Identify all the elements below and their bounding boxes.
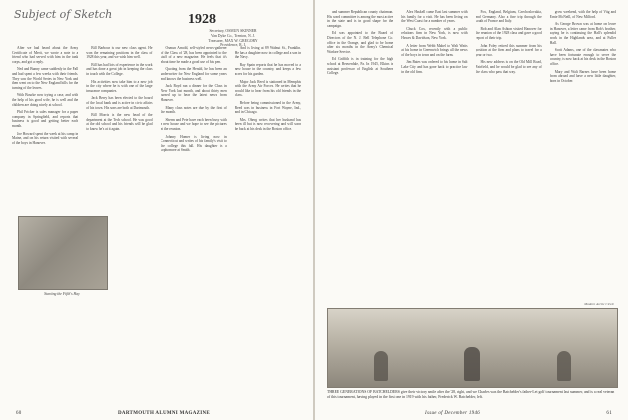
paragraph: His new address is on the Old Mill Road, Fairfield, and he would be glad to see any of the class who pass that way. (475, 60, 542, 74)
paragraph: Quoting from the Herald, he has been an underwriter for New England for some years and knows the business well. (160, 67, 227, 81)
issue-label: Issue of December 1946 (425, 411, 481, 416)
text-column (161, 46, 227, 402)
person-figure (557, 351, 571, 381)
paragraph: Mary and Walt Barnes have been home from abroad and have a new little daughter, born in October. (549, 69, 616, 83)
paragraph: Ed Griffith is in training for the high school at Beaverdale, Pa. In 1945, Elkins is assistant professor of English at Southern College. (327, 57, 394, 76)
paragraph: With Bourke now trying a case, and with the help of his good wife, he is well and the children are doing nicely at school. (12, 93, 79, 107)
person-figure (374, 351, 388, 381)
paragraph: His activities now take him to a new job in the city where he is with one of the large insurance companies. (86, 79, 153, 93)
photo-caption: THREE GENERATIONS OF BATCHELDERS give their victory smile after the '28, right, and we Charles was the Batchelder's father-Let golf tournament last summer, and is a real veteran of this tournament, having played in the first one in 1919 with his father, Frederick W. Batchelder, left. (327, 390, 615, 399)
text-column (327, 10, 393, 302)
right-page (315, 0, 628, 420)
golfers-photo (327, 308, 618, 388)
secretary-line: Secretary, OSMUN SKINNER (209, 29, 257, 33)
treasurer-address: Providence, R. I. (220, 43, 246, 48)
paragraph: A letter from Webb Mabel to Walt Watts at his home in Greenwich brings all the news of the boys in town and on the farm. (401, 43, 468, 57)
paragraph: John Foley retired this summer from his position at the firm and plans to travel for a year or two. (475, 43, 542, 57)
paragraph: Phil Fricker is sales manager for a paper company in Springfield, and reports that business is good and getting better each month. (12, 110, 79, 128)
text-column (476, 10, 542, 302)
paragraph: After we had heard about the Army Certificate of Merit, we wrote a note to a friend who had served with him in the tank corps, and got a reply. (12, 46, 79, 64)
sketch-photo (18, 216, 108, 290)
paragraph: Jim Bates was ordered to his home in Salt Lake City and has gone back to practice law in the old firm. (401, 60, 468, 74)
paragraph: Major Jack Reed is stationed in Memphis with the Army Air Forces. He writes that he would like to hear from his old friends in the class. (234, 79, 301, 98)
text-column (235, 46, 301, 402)
paragraph: Bill Morris is the new head of the department at the Tech school. He was good at the old school and his friends will be glad to know he's at it again. (86, 113, 153, 131)
paragraph: As George Brown was at home on leave in Hanover, a letter came from Bob's brother, saying he is continuing the Hall's splendid work in the Highlands area, and at Fuller Hall. (549, 22, 616, 45)
paragraph: Bob and Alan Ashton visited Hanover for the reunion of the 1928 class and gave a good report of their trip. (475, 26, 542, 40)
magazine-title: DARTMOUTH ALUMNI MAGAZINE (118, 411, 211, 416)
paragraph: Fox, England, Belgium, Czechoslovakia, and Germany. Also a fine trip through the south of France and Italy. (475, 10, 542, 24)
paragraph: Joe Howard spent the week at his camp in Maine, and on his return visited with several of the boys in Hanover. (12, 131, 79, 145)
inset-photo (18, 216, 106, 297)
photo-figures (336, 341, 609, 381)
paragraph: Ray Spain reports that he has moved to a new house in the country, and keeps a few acres for his garden. (234, 62, 301, 76)
photo-caption: Starting the Fifth's Hay (44, 292, 80, 296)
paragraph: and summer Republican county chairman. His ward committee is among the most active in the state and is in good shape for the campaign. (327, 10, 394, 28)
paragraph: And is living at 89 Walnut St., Franklin. He has a daughter now in college and a son in the Navy. (234, 46, 301, 60)
paragraph: Ned and Bunny came suddenly in the Fall and had spent a few weeks with their friends. They saw the World Series in New York and then went on to the New England hills for the turning of the leaves. (12, 67, 79, 90)
paragraph: Ed was appointed to the Board of Directors of the N. J. Bell Telephone Co. office in the Orange, and glad to be home after six months in the Army's Chemical Warfare Service. (327, 31, 394, 54)
page-number-left: 60 (16, 411, 22, 416)
paragraph: Jack Berry has been elected to the board of the local bank and is active in civic affairs of his town. His sons are both at Dartmouth. (86, 96, 153, 110)
paragraph: Chuck Cox, recently with a public relations firm in New York, is now with Hawes & Davidson, New York. (401, 26, 468, 40)
paragraph: Scott Adams, one of the classmates who have been fortunate enough to serve the country, is now back at his desk in the Boston office. (549, 48, 616, 66)
paragraph: Bill Barbour is our new class agent. He won the remaining positions in the class of 1928 this year, and we wish him well. (86, 46, 153, 60)
text-column (401, 10, 467, 302)
left-page (0, 0, 313, 420)
paragraph: grow weekend, with the help of Vitg and Ernie McNeill, of New Milford. (549, 10, 616, 19)
right-columns (327, 10, 616, 302)
paragraph: Sherm and Pete have each been busy with a new house and we hope to see the pictures at the reunion. (160, 117, 227, 131)
text-column (550, 10, 616, 302)
paragraph: Mrs. Oberg writes that her husband has been ill but is now recovering and will soon be back at his desk in the Boston office. (234, 117, 301, 131)
class-year-heading: 1928 (188, 12, 216, 27)
page-number-right: 61 (606, 411, 612, 416)
section-title: Subject of Sketch (14, 8, 113, 21)
photo-credit: Modern Arctic Circle (584, 302, 614, 306)
paragraph: Before being commissioned in the Army, Reed was in business in Fort Wayne, Ind., and in Chicago. (234, 100, 301, 115)
paragraph: Johnny Homer is living now in Connecticut and writes of his family's visit to the college this fall. His daughter is a sophomore at Smith. (160, 134, 227, 153)
treasurer-line: Treasurer, MAX W. GREGORY (208, 38, 258, 43)
paragraph: Osmun Arnold, self-styled news-gatherer of the Class of '28, has been appointed to the staff of a new magazine. He feels that it's about time he made a good use of his pen. (160, 46, 227, 64)
paragraph: Many class notes are due by the first of the month. (160, 105, 227, 115)
person-figure (464, 347, 480, 381)
paragraph: Jack Boyd ran a dinner for the Class in New York last month, and about thirty men turned up to hear the latest news from Hanover. (160, 84, 227, 102)
paragraph: Bill has had lots of experience in the work and has done a great job in keeping the class in touch with the College. (86, 62, 153, 76)
paragraph: Alex Haskell came East last summer with his family for a visit. He has been living on the West Coast for a number of years. (401, 10, 468, 24)
secretary-address: Van Dyke Co., Trenton, N. J. (210, 33, 256, 38)
